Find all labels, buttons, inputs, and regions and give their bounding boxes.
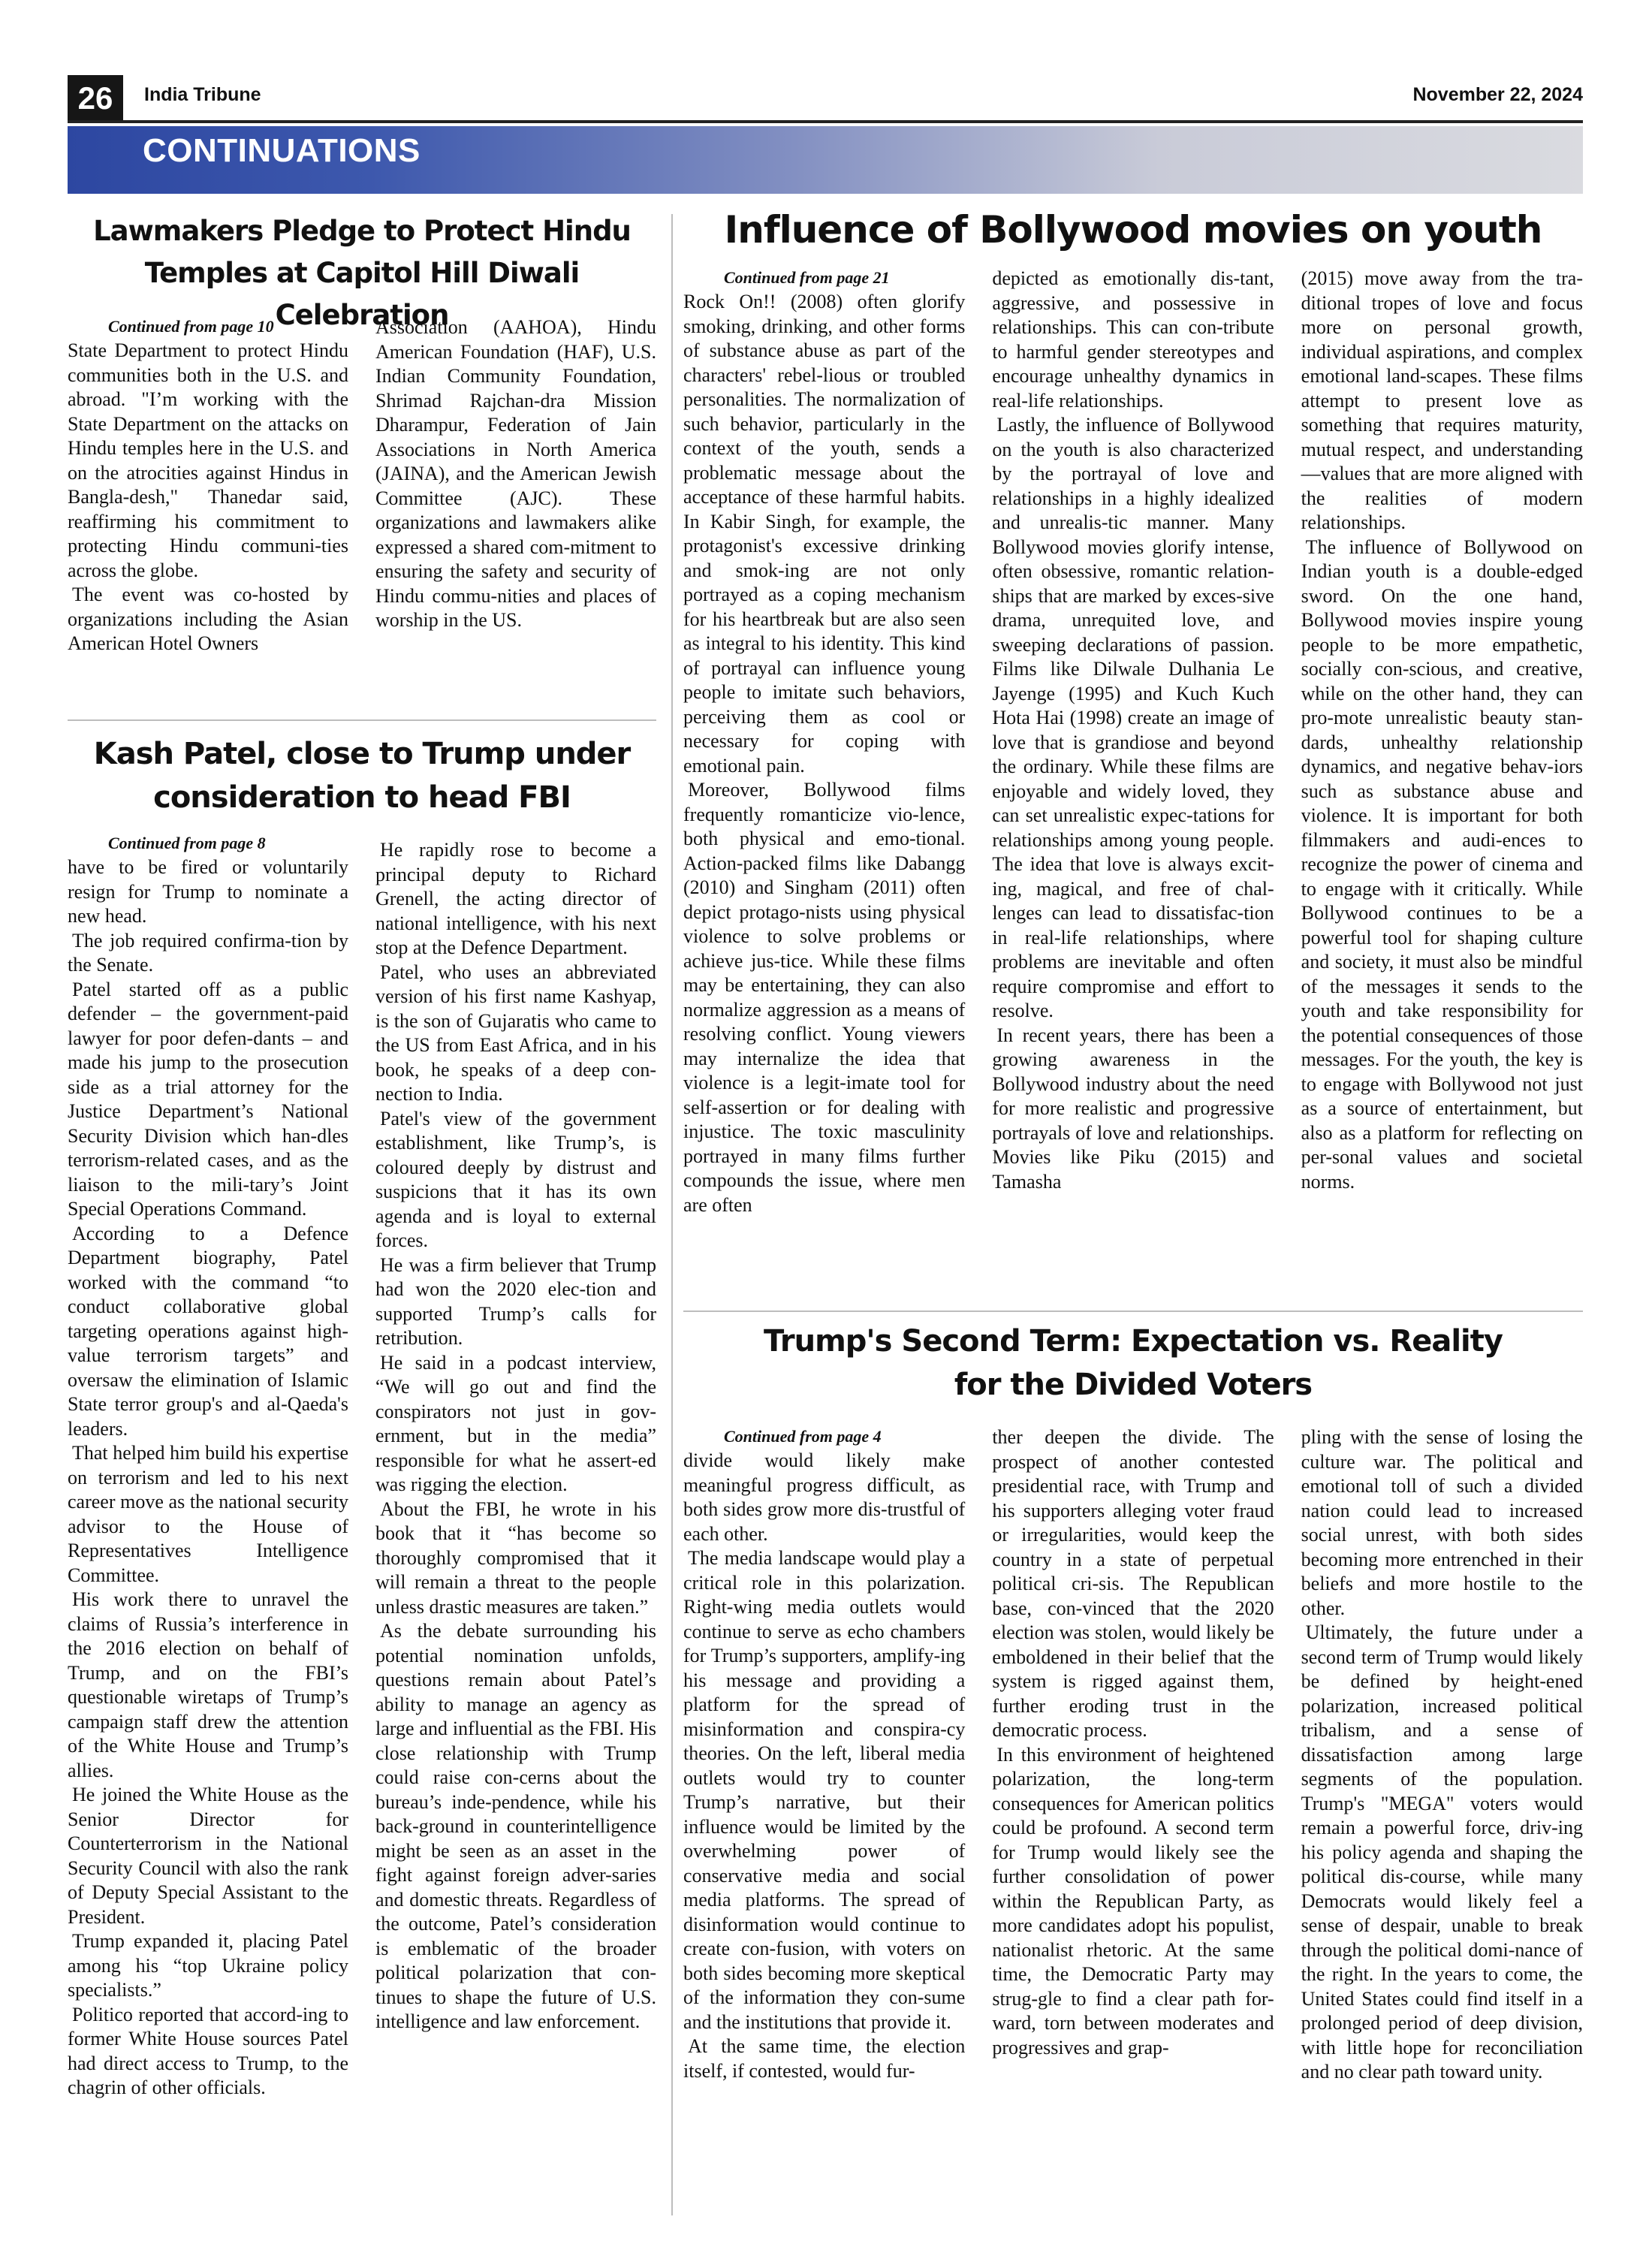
trump-paragraph: At the same time, the election itself, if contested, would fur-	[683, 2035, 966, 2082]
kash-continued-label: Continued from page 8	[108, 834, 266, 852]
header-rule	[68, 120, 1583, 123]
temples-col-1	[68, 315, 348, 656]
trump-paragraph: divide would likely make meaningful progress difficult, as both sides grow more dis-trustful of each other.	[683, 1449, 966, 1545]
kash-col-2	[375, 832, 656, 2101]
kash-paragraph: He was a firm believer that Trump had won the 2020 elec-tion and supported Trump’s calls for retribution.	[375, 1253, 656, 1349]
kash-paragraph: have to be fired or voluntarily resign for Trump to nominate a new head.	[68, 856, 348, 927]
page-number: 26	[68, 75, 123, 122]
column-divider-left	[671, 214, 673, 2215]
kash-paragraph: As the debate surrounding his potential nomination unfolds, questions remain about Patel’s ability to manage an agency as large and influential as the FBI. His close relationship with Trump could raise con-cerns about the bureau’s inde-pendence, while his back-ground in counterintelligence might be seen as an asset in the fight against foreign adver-saries and domestic threats. Regardless of the outcome, Patel’s consideration is emblematic of the broader political polarization that con-tinues to shape the future of U.S. intelligence and law enforcement.	[375, 1620, 656, 2032]
kash-paragraph: Patel, who uses an abbreviated version of his first name Kashyap, is the son of Gujaratis who came to the US from East Africa, and in his book, he speaks of a deep con-nection to India.	[375, 961, 656, 1105]
trump-col-1	[683, 1425, 965, 2085]
bollywood-col-2	[992, 267, 1274, 1217]
bollywood-paragraph: The influence of Bollywood on Indian youth is a double-edged sword. On the one hand, Bollywood movies inspire young people to be more empathetic, socially con-scious, and creative, while on the other hand, they can pro-mote unrealistic beauty stan-dards, unhealthy relationship dynamics, and negative behav-iors such as substance abuse and violence. It is important for both filmmakers and audi-ences to recognize the power of cinema and to engage with it critically. While Bollywood continues to be a powerful tool for shaping culture and society, it must also be mindful of the messages it sends to the youth and take responsibility for the potential consequences of those messages. For the youth, the key is to engage with Bollywood not just as a source of entertainment, but also as a platform for reflecting on per-sonal values and societal norms.	[1301, 535, 1583, 1193]
trump-paragraph: ther deepen the divide. The prospect of another contested presidential race, with Trump and his supporters alleging voter fraud or irregularities, would keep the country in a state of perpetual political cri-sis. The Republican base, con-vinced that the 2020 election was stolen, would likely be emboldened in their belief that the system is rigged against them, further eroding trust in the democratic process.	[992, 1426, 1274, 1741]
kash-body	[68, 832, 656, 2101]
divider-under-bollywood	[683, 1310, 1583, 1312]
bollywood-continued-label: Continued from page 21	[724, 268, 890, 287]
bollywood-paragraph: depicted as emotionally dis-tant, aggressive, and possessive in relationships. This can con-tribute to harmful gender stereotypes and encourage unhealthy dynamics in real-life relationships.	[992, 267, 1274, 412]
bollywood-paragraph: Rock On!! (2008) often glorify smoking, drinking, and other forms of substance abuse as part of the characters' rebel-lious or troubled personalities. The normalization of such behavior, particularly in the context of the youth, sends a problematic message about the acceptance of these harmful habits. In Kabir Singh, for example, the protagonist's excessive drinking and smok-ing are not only portrayed as a coping mechanism for his heartbreak but are also seen as integral to his identity. This kind of portrayal can influence young people to imitate such behaviors, perceiving them as cool or necessary for coping with emotional pain.	[683, 291, 966, 777]
temples-headline-line1: Lawmakers Pledge to Protect Hindu	[93, 215, 631, 247]
bollywood-paragraph: In recent years, there has been a growing awareness in the Bollywood industry about the need for more realistic and progressive portrayals of love and relationships. Movies like Piku (2015) and Tamasha	[992, 1024, 1274, 1193]
trump-continued-label: Continued from page 4	[724, 1427, 882, 1446]
section-banner	[68, 126, 1583, 194]
issue-date: November 22, 2024	[1412, 84, 1583, 105]
kash-headline-line1: Kash Patel, close to Trump under	[93, 737, 631, 771]
kash-paragraph: The job required confirma-tion by the Senate.	[68, 929, 348, 976]
kash-paragraph: About the FBI, he wrote in his book that it “has become so thoroughly compromised that it will remain a threat to the people unless drastic measures are taken.”	[375, 1497, 656, 1618]
temples-paragraph: State Department to protect Hindu communities both in the U.S. and abroad. "I’m working with the State Department on the attacks on Hindu temples here in the U.S. and on the atrocities against Hindus in Bangla-desh," Thanedar said, reaffirming his commitment to protecting Hindu communi-ties across the globe.	[68, 339, 348, 581]
kash-paragraph: Patel's view of the government establishment, like Trump’s, is coloured deeply by distrust and suspicions that it has its own agenda and is loyal to external forces.	[375, 1107, 656, 1251]
kash-paragraph: He joined the White House as the Senior Director for Counterterrorism in the National Security Council with also the rank of Deputy Special Assistant to the President.	[68, 1784, 348, 1928]
trump-headline-line1: Trump's Second Term: Expectation vs. Reality	[764, 1324, 1503, 1359]
kash-paragraph: He rapidly rose to become a principal deputy to Richard Grenell, the acting director of national intelligence, with his next stop at the Defence Department.	[375, 839, 656, 958]
kash-headline-line2: consideration to head FBI	[153, 780, 571, 815]
bollywood-col-1	[683, 267, 965, 1217]
bollywood-paragraph: (2015) move away from the tra-ditional tropes of love and focus more on personal growth, individual aspirations, and complex emotional land-scapes. These films attempt to present love as something that requires maturity, mutual respect, and understanding—values that are more aligned with the realities of modern relationships.	[1301, 267, 1583, 533]
trump-headline	[683, 1320, 1583, 1407]
kash-paragraph: Patel started off as a public defender – the government-paid lawyer for poor defen-dants – and made his jump to the prosecution side as a trial attorney for the Justice Department’s National Security Division which han-dles terrorism-related cases, and as the liaison to the mili-tary’s Joint Special Operations Command.	[68, 978, 348, 1220]
bollywood-body	[683, 267, 1583, 1217]
trump-body	[683, 1425, 1583, 2085]
trump-paragraph: The media landscape would play a critical role in this polarization. Right-wing media outlets would continue to serve as echo chambers for Trump’s supporters, amplify-ing his message and providing a platform for the spread of misinformation and conspira-cy theories. On the left, liberal media outlets would try to counter Trump’s narrative, but their influence would be limited by the overwhelming power of conservative media and social media platforms. The spread of disinformation would continue to create con-fusion, with voters on both sides becoming more skeptical of the information they con-sume and the institutions that provide it.	[683, 1547, 966, 2033]
kash-paragraph: According to a Defence Department biography, Patel worked with the command “to conduct collaborative global targeting operations against high-value terrorism targets” and oversaw the elimination of Islamic State terror group's and al-Qaeda's leaders.	[68, 1222, 348, 1440]
kash-paragraph: Politico reported that accord-ing to former White House sources Patel had direct access to Trump, to the chagrin of other officials.	[68, 2003, 348, 2098]
kash-paragraph: Trump expanded it, placing Patel among his “top Ukraine policy specialists.”	[68, 1930, 348, 2001]
divider-under-temples	[68, 719, 656, 721]
bollywood-paragraph: Moreover, Bollywood films frequently romanticize vio-lence, both physical and emo-tional. Action-packed films like Dabangg (2010) and Singham (2011) often depict protago-nists using physical violence to solve problems or achieve jus-tice. While these films may be entertaining, they can also normalize aggression as a means of resolving conflict. Young viewers may internalize the idea that violence is a legit-imate tool for self-assertion or for dealing with injustice. The toxic masculinity portrayed in many films further compounds the issue, where men are often	[683, 779, 966, 1216]
trump-col-2	[992, 1425, 1274, 2085]
temples-body	[68, 315, 656, 656]
temples-paragraph: The event was co-hosted by organizations including the Asian American Hotel Owners	[68, 584, 348, 654]
kash-paragraph: He said in a podcast interview, “We will go out and find the conspirators not just in gov-ernment, but in the media” responsible for what he assert-ed was rigging the election.	[375, 1351, 656, 1495]
temples-continued-label: Continued from page 10	[108, 317, 274, 336]
bollywood-paragraph: Lastly, the influence of Bollywood on the youth is also characterized by the portrayal of love and relationships in a highly idealized and unrealis-tic manner. Many Bollywood movies glorify intense, often obsessive, romantic relation-ships that are marked by exces-sive drama, unrequited love, and sweeping declarations of passion. Films like Dilwale Dulhania Le Jayenge (1995) and Kuch Kuch Hota Hai (1998) create an image of love that is grandiose and beyond the ordinary. While these films are enjoyable and widely loved, they can set unrealistic expec-tations for relationships among young people. The idea that love is always excit-ing, magical, and free of chal-lenges can lead to dissatisfac-tion in real-life relationships, where problems are inevitable and often require compromise and effort to resolve.	[992, 414, 1274, 1021]
temples-col-2	[375, 315, 656, 656]
bollywood-headline: Influence of Bollywood movies on youth	[724, 208, 1542, 252]
trump-col-3	[1301, 1425, 1583, 2085]
trump-paragraph: Ultimately, the future under a second term of Trump would likely be defined by height-ened polarization, increased political tribalism, and a sense of dissatisfaction among large segments of the population. Trump's "MEGA" voters would remain a powerful force, driv-ing his policy agenda and shaping the political dis-course, while many Democrats would likely feel a sense of despair, unable to break through the political domi-nance of the right. In the years to come, the United States could find itself in a prolonged period of deep division, with little hope for reconciliation and no clear path toward unity.	[1301, 1621, 1583, 2083]
kash-paragraph: His work there to unravel the claims of Russia’s interference in the 2016 election on behalf of Trump, and on the FBI’s questionable wiretaps of Trump’s campaign staff drew the attention of the White House and Trump’s allies.	[68, 1588, 348, 1781]
kash-col-1	[68, 832, 348, 2101]
bollywood-col-3	[1301, 267, 1583, 1217]
temples-headline-line2: Temples at Capitol Hill Diwali Celebration	[144, 257, 580, 331]
kash-paragraph: That helped him build his expertise on terrorism and led to his next career move as the national security advisor to the House of Representatives Intelligence Committee.	[68, 1442, 348, 1586]
paper-name: India Tribune	[144, 84, 261, 105]
trump-paragraph: pling with the sense of losing the culture war. The political and emotional toll of such a divided nation could lead to increased social unrest, with both sides becoming more entrenched in their beliefs and more hostile to the other.	[1301, 1426, 1583, 1619]
section-title: CONTINUATIONS	[143, 132, 421, 169]
kash-headline	[68, 732, 656, 819]
temples-paragraph: Association (AAHOA), Hindu American Foundation (HAF), U.S. Indian Community Foundation, Shrimad Rajchan-dra Mission Dharampur, Federation of Jain Associations in North America (JAINA), and the American Jewish Committee (AJC). These organizations and lawmakers alike expressed a shared com-mitment to ensuring the safety and security of Hindu commu-nities and places of worship in the US.	[375, 316, 656, 631]
trump-paragraph: In this environment of heightened polarization, the long-term consequences for American politics could be profound. A second term for Trump would likely see the further consolidation of power within the Republican Party, as more candidates adopt his populist, nationalist rhetoric. At the same time, the Democratic Party may strug-gle to find a clear path for-ward, torn between moderates and progressives and grap-	[992, 1743, 1274, 2058]
trump-headline-line2: for the Divided Voters	[954, 1368, 1313, 1402]
